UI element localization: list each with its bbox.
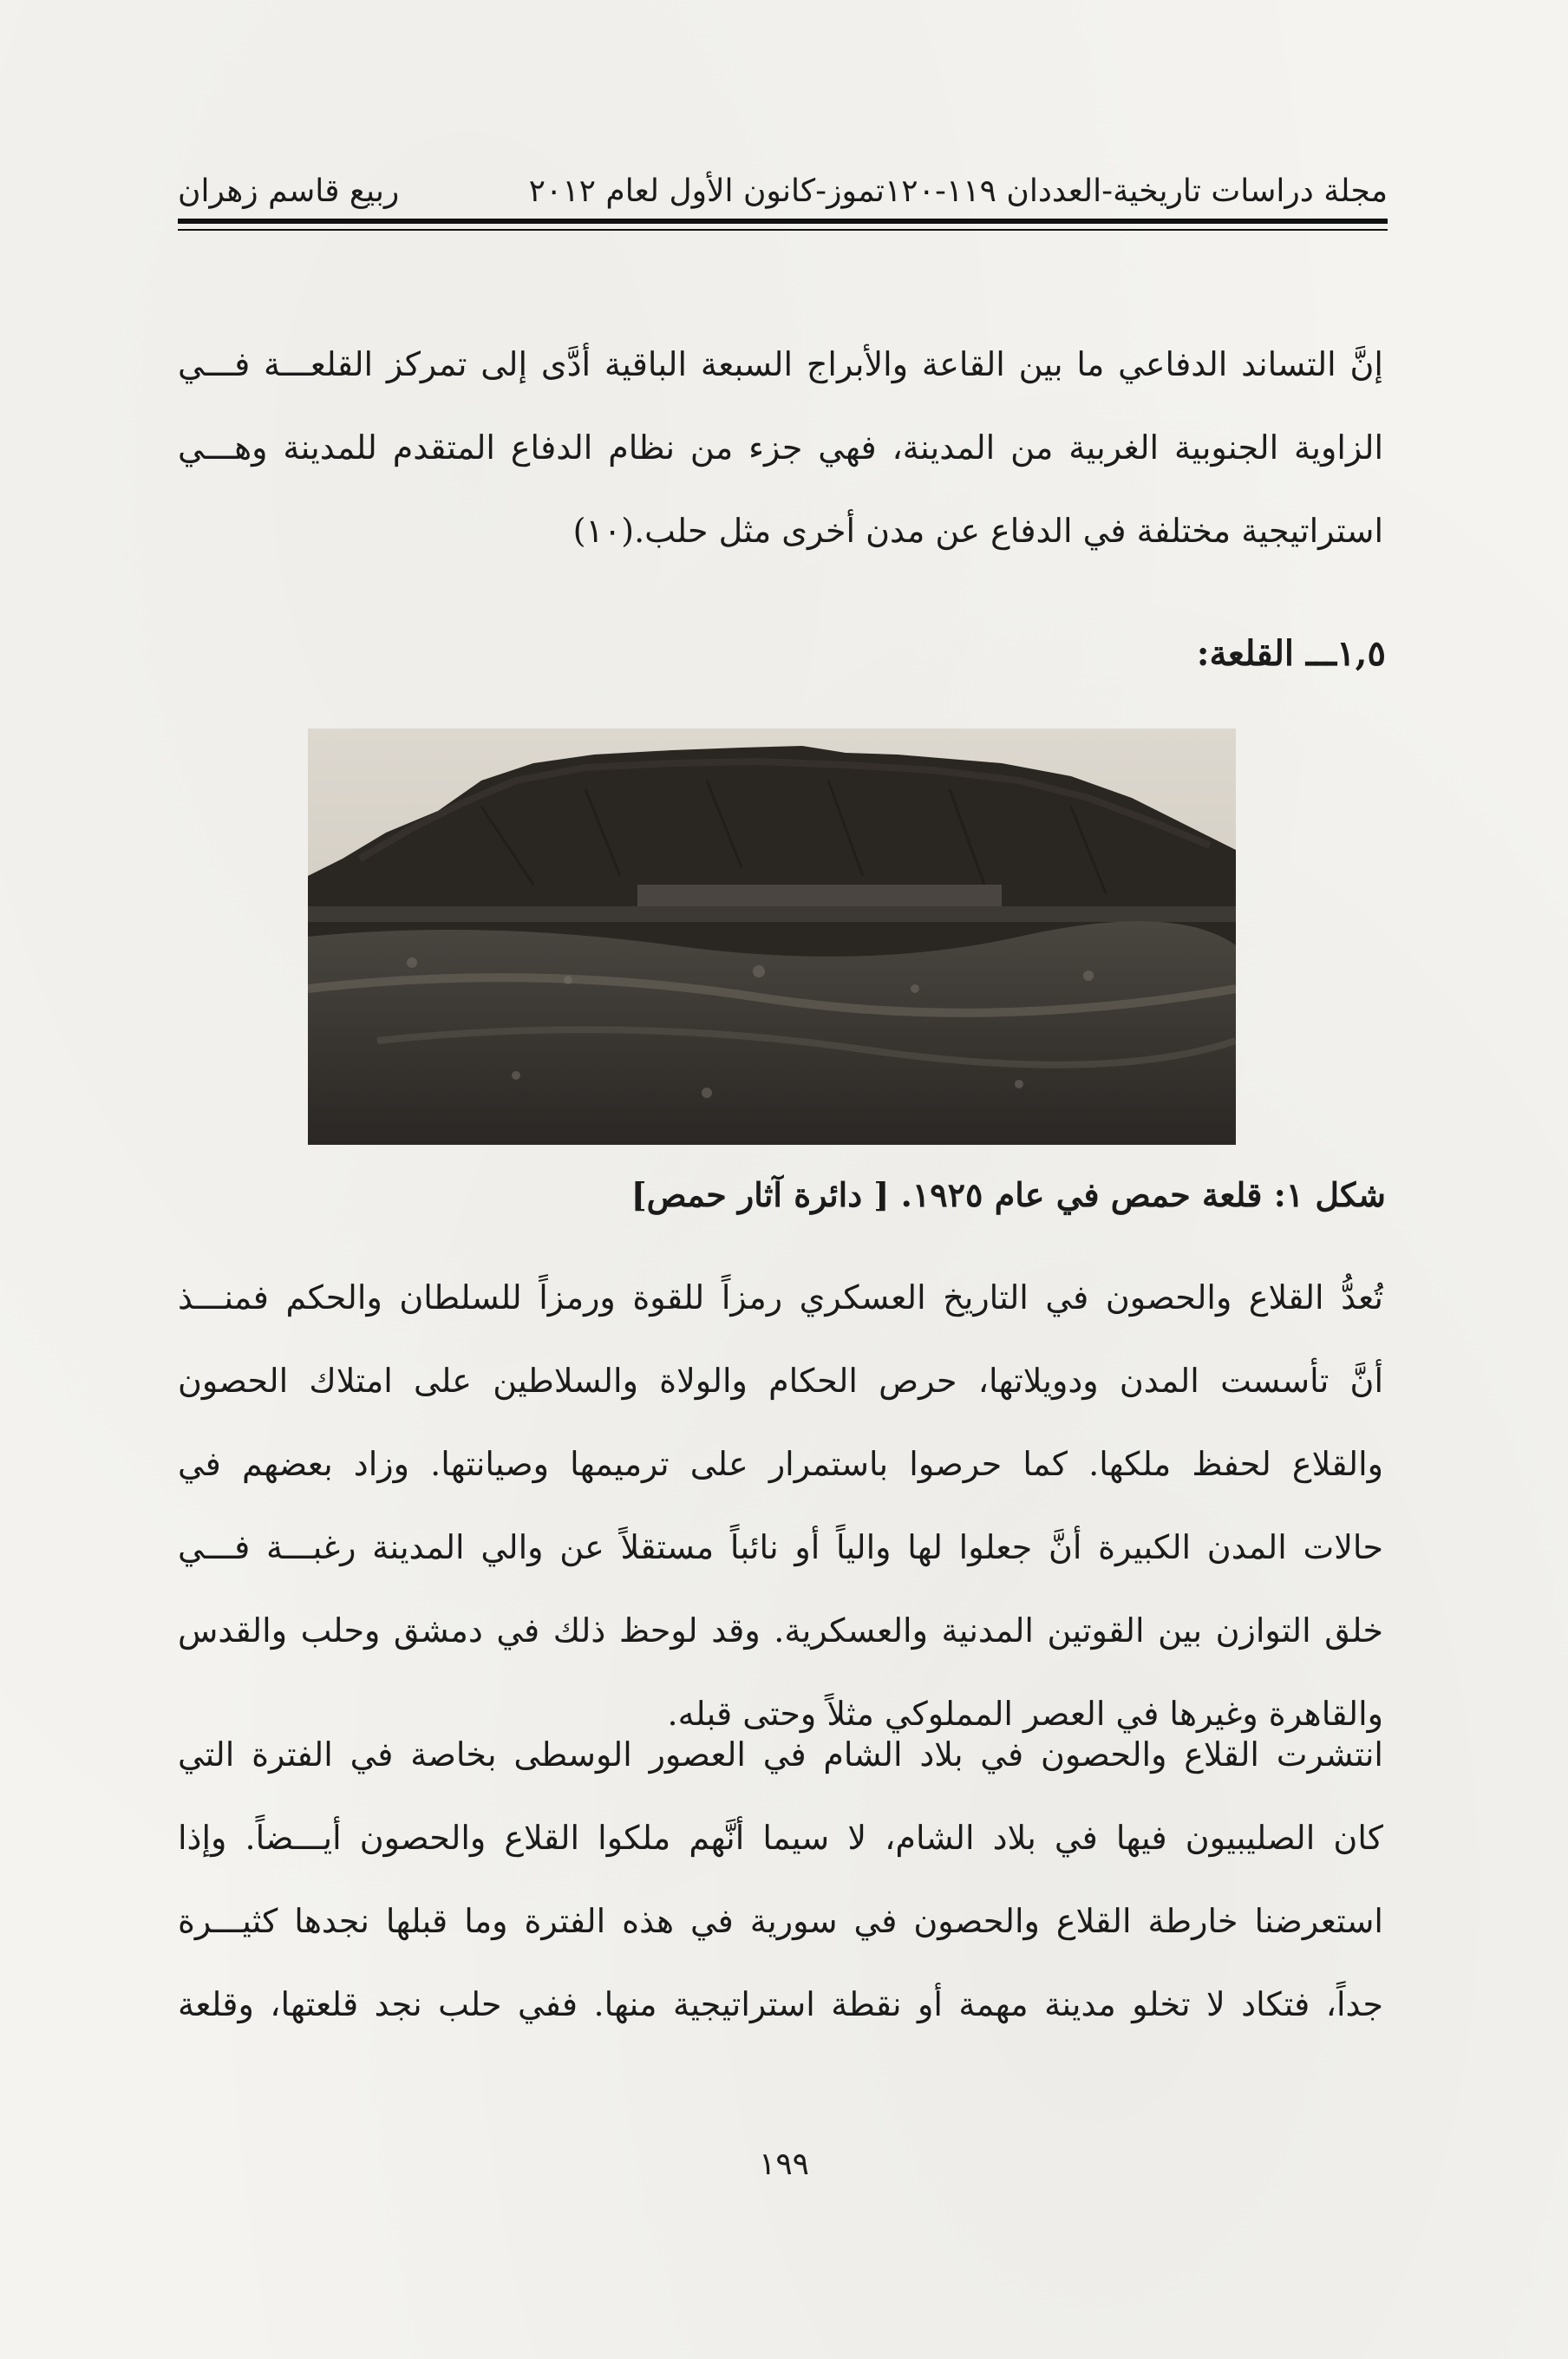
- text-line: إنَّ التساند الدفاعي ما بين القاعة والأبراج السبعة الباقية أدَّى إلى تمركز القلعـــة فـــي: [178, 345, 1383, 383]
- journal-title: مجلة دراسات تاريخية-العددان ١١٩-١٢٠تموز-كانون الأول لعام ٢٠١٢: [528, 173, 1388, 209]
- text-line: حالات المدن الكبيرة أنَّ جعلوا لها والياً أو نائباً مستقلاً عن والي المدينة رغبـــة فـــي: [178, 1528, 1383, 1566]
- header-rule-thin: [178, 229, 1388, 231]
- text-line: انتشرت القلاع والحصون في بلاد الشام في العصور الوسطى بخاصة في الفترة التي: [178, 1735, 1383, 1774]
- section-heading: ١,٥ـــ القلعة:: [1196, 633, 1386, 674]
- body-paragraph: [178, 1713, 1383, 2046]
- intro-paragraph: [178, 323, 1383, 572]
- citadel-photograph: [308, 729, 1236, 1145]
- text-line: استعرضنا خارطة القلاع والحصون في سورية في هذه الفترة وما قبلها نجدها كثيـــرة: [178, 1902, 1383, 1940]
- text-line: تُعدُّ القلاع والحصون في التاريخ العسكري رمزاً للقوة ورمزاً للسلطان والحكم فمنـــذ: [178, 1278, 1383, 1317]
- text-line: جداً، فتكاد لا تخلو مدينة مهمة أو نقطة استراتيجية منها. ففي حلب نجد قلعتها، وقلعة: [178, 1985, 1383, 2023]
- text-line: الزاوية الجنوبية الغربية من المدينة، فهي جزء من نظام الدفاع المتقدم للمدينة وهـــي: [178, 428, 1383, 467]
- body-paragraph: [178, 1256, 1383, 1755]
- page-number: ١٩٩: [758, 2147, 809, 2182]
- text-line: والقاهرة وغيرها في العصر المملوكي مثلاً وحتى قبله.: [667, 1695, 1383, 1733]
- figure-caption: شكل ١: قلعة حمص في عام ١٩٢٥. [ دائرة آثار حمص]: [630, 1175, 1386, 1214]
- text-line: كان الصليبيون فيها في بلاد الشام، لا سيما أنَّهم ملكوا القلاع والحصون أيـــضاً. وإذا: [178, 1819, 1383, 1857]
- text-line: خلق التوازن بين القوتين المدنية والعسكرية. وقد لوحظ ذلك في دمشق وحلب والقدس: [178, 1611, 1383, 1650]
- running-header: [178, 165, 1388, 225]
- header-rule: [178, 219, 1388, 224]
- author-name: ربيع قاسم زهران: [178, 173, 400, 209]
- text-line: والقلاع لحفظ ملكها. كما حرصوا باستمرار على ترميمها وصيانتها. وزاد بعضهم في: [178, 1445, 1383, 1483]
- text-line: استراتيجية مختلفة في الدفاع عن مدن أخرى مثل حلب.(١٠): [572, 512, 1383, 550]
- text-line: أنَّ تأسست المدن ودويلاتها، حرص الحكام والولاة والسلاطين على امتلاك الحصون: [178, 1362, 1383, 1400]
